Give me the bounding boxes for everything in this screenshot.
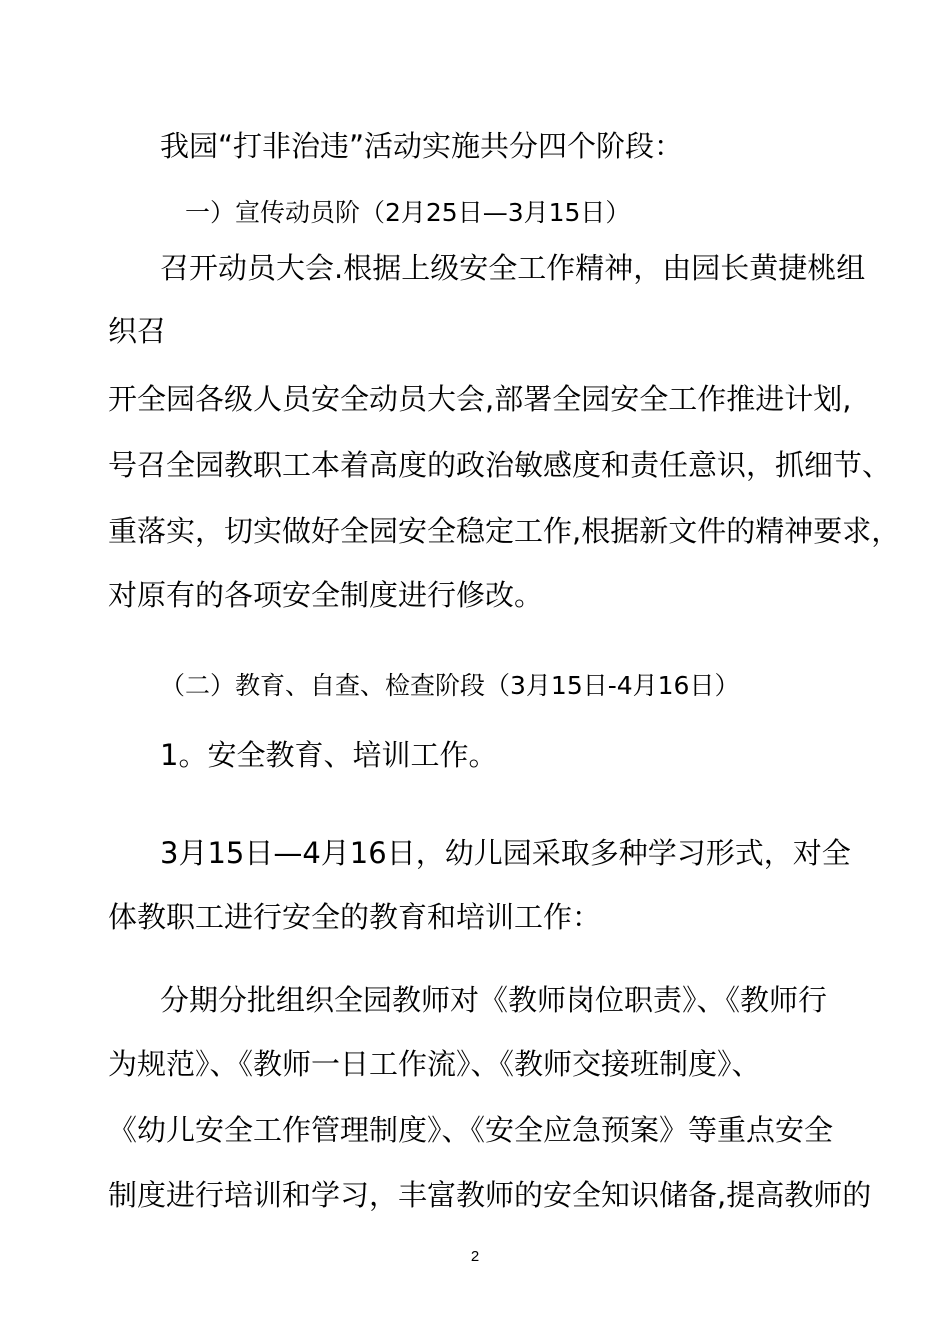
paragraph-line: 体教职工进行安全的教育和培训工作： bbox=[108, 900, 602, 934]
paragraph-line: 织召 bbox=[108, 314, 167, 348]
paragraph-line: 分期分批组织全园教师对《教师岗位职责》、《教师行 bbox=[160, 983, 828, 1017]
subsection-heading: 1。安全教育、培训工作。 bbox=[160, 738, 498, 772]
paragraph-line: 开全园各级人员安全动员大会,部署全园安全工作推进计划, bbox=[108, 382, 852, 416]
paragraph-line: 《幼儿安全工作管理制度》、《安全应急预案》等重点安全 bbox=[108, 1113, 834, 1147]
paragraph-line: 对原有的各项安全制度进行修改。 bbox=[108, 578, 544, 612]
paragraph-line: 制度进行培训和学习，丰富教师的安全知识储备,提高教师的 bbox=[108, 1178, 872, 1212]
section-heading-2: （二）教育、自查、检查阶段（3月15日-4月16日） bbox=[160, 671, 740, 700]
page-number: 2 bbox=[470, 1248, 480, 1265]
paragraph-line: 号召全园教职工本着高度的政治敏感度和责任意识，抓细节、 bbox=[108, 448, 892, 482]
paragraph-line: 召开动员大会.根据上级安全工作精神，由园长黄捷桃组 bbox=[160, 251, 866, 285]
paragraph-line: 为规范》、《教师一日工作流》、《教师交接班制度》、 bbox=[108, 1047, 761, 1081]
paragraph-line: 重落实，切实做好全园安全稳定工作,根据新文件的精神要求， bbox=[108, 514, 901, 548]
paragraph-intro: 我园“打非治违”活动实施共分四个阶段： bbox=[160, 129, 684, 163]
section-heading-1: 一）宣传动员阶（2月25日—3月15日） bbox=[185, 198, 631, 227]
paragraph-line: 3月15日—4月16日，幼儿园采取多种学习形式，对全 bbox=[160, 836, 851, 870]
